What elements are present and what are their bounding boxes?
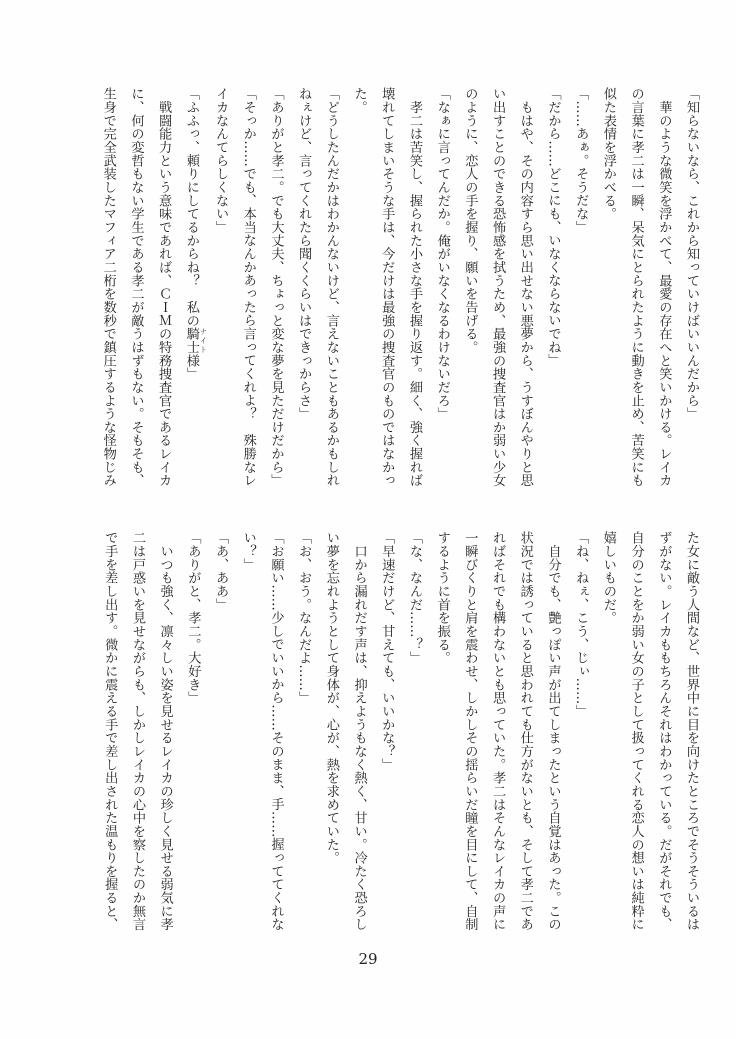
page-number: 29	[358, 950, 378, 968]
text-line: イカなんてらしくない」	[213, 87, 229, 234]
text-line: 「ありがと、孝二。大好き」	[185, 531, 201, 705]
text-line: 華のような微笑を浮かべて、最愛の存在へと笑いかける。レイカ	[656, 87, 672, 487]
text-line: 「な、なんだ……？」	[406, 531, 422, 665]
text-line: のように、恋人の手を握り、願いを告げる。	[462, 87, 478, 354]
text-line: 「お願い……少しでいいから……そのまま、手……握っててくれな	[268, 531, 284, 931]
ruby-annotated-word: 騎士 ナイト	[183, 326, 207, 354]
text-line: 自分でも、艶っぽい声が出てしまったという自覚はあった。この	[545, 531, 561, 931]
text-line: 嬉しいものだ。	[600, 531, 616, 625]
text-line: 壊れてしまいそうな手は、今だけは最強の捜査官のものではなかっ	[379, 87, 395, 487]
text-line: 「……あぁ。そうだな」	[573, 87, 589, 234]
text-line: 生身で完全武装したマフィア二桁を数秒で鎮圧するような怪物じみ	[100, 87, 116, 487]
text-line: ればそれでも構わないとも思っていた。孝二はそんなレイカの声に	[490, 531, 506, 931]
text-line: の言葉に孝二は一瞬、呆気にとられたように動きを止め、苦笑にも	[628, 87, 644, 487]
text-line: 「知らないなら、これから知っていけばいいんだから」	[684, 87, 699, 421]
text-line: 「なぁに言ってんだか。俺がいなくなるわけないだろ」	[434, 87, 450, 421]
text-block-bottom	[95, 531, 705, 951]
text-line: 状況では誘っていると思われても仕方がないとも、そして孝二であ	[517, 531, 533, 931]
text-line: するように首を振る。	[434, 531, 450, 665]
text-line: 「だから……どこにも、いなくならないでね」	[545, 87, 561, 367]
text-line: に、何の変哲もない学生である孝二が敵うはずもない。そもそも、	[128, 87, 144, 487]
text-line: 一瞬びくりと肩を震わせ、しかしその揺らいだ瞳を目にして、自制	[462, 531, 478, 931]
text-line: い？」	[240, 531, 256, 571]
text-line: で手を差し出す。微かに震える手で差し出された温もりを握ると、	[102, 531, 118, 931]
text-line: 「早速だけど、甘えても、いいかな？」	[379, 531, 395, 771]
text-line: 「お、おう。なんだよ……」	[296, 531, 312, 705]
text-line: 二は戸惑いを見せながらも、しかしレイカの心中を察したのか無言	[129, 531, 145, 931]
text-line: 自分のことをか弱い女の子として扱ってくれる恋人の想いは純粋に	[628, 531, 644, 931]
text-line: 「あ、ああ」	[213, 531, 229, 611]
text-line: た。	[351, 87, 367, 114]
text-line: もはや、その内容すら思い出せない悪夢から、うすぼんやりと思	[517, 87, 533, 487]
text-line: 「そっか……でも、本当なんかあったら言ってくれよ？ 殊勝なレ	[240, 87, 256, 487]
text-line: 「どうしたんだかはわかんないけど、言えないこともあるかもしれ	[323, 87, 339, 487]
text-line: 「ね、ねぇ、こう、じぃ……」	[573, 531, 589, 718]
text-line: いつも強く、凛々しい姿を見せるレイカの珍しく見せる弱気に孝	[157, 531, 173, 931]
text-line: い夢を忘れようとして身体が、心が、熱を求めていた。	[323, 531, 339, 865]
text-line: ねぇけど、言ってくれたら聞くくらいはできっからさ」	[296, 87, 312, 421]
text-line: い出すことのできる恐怖感を拭うため、最強の捜査官はか弱い少女	[490, 87, 506, 487]
text-line: 戦闘能力という意味であれば、ＣＩＭの特務捜査官であるレイカ	[156, 87, 172, 487]
text-line: 「ふふっ、頼りにしてるからね？ 私の騎士 ナイト様」	[183, 87, 207, 381]
text-line: 似た表情を浮かべる。	[600, 87, 616, 221]
text-line: 口から漏れだす声は、抑えようもなく熱く、甘い。冷たく恐ろし	[351, 531, 367, 931]
text-line: 孝二は苦笑し、握られた小さな手を握り返す。細く、強く握れば	[406, 87, 422, 487]
text-block-top	[95, 87, 705, 507]
text-line: ずがない。レイカももちろんそれはわかっている。だがそれでも、	[656, 531, 672, 931]
text-line: た女に敵う人間など、世界中に目を向けたところでそうそういるは	[684, 531, 699, 931]
text-line: 「ありがと孝二。でも大丈夫、ちょっと変な夢を見ただけだから」	[268, 87, 284, 487]
